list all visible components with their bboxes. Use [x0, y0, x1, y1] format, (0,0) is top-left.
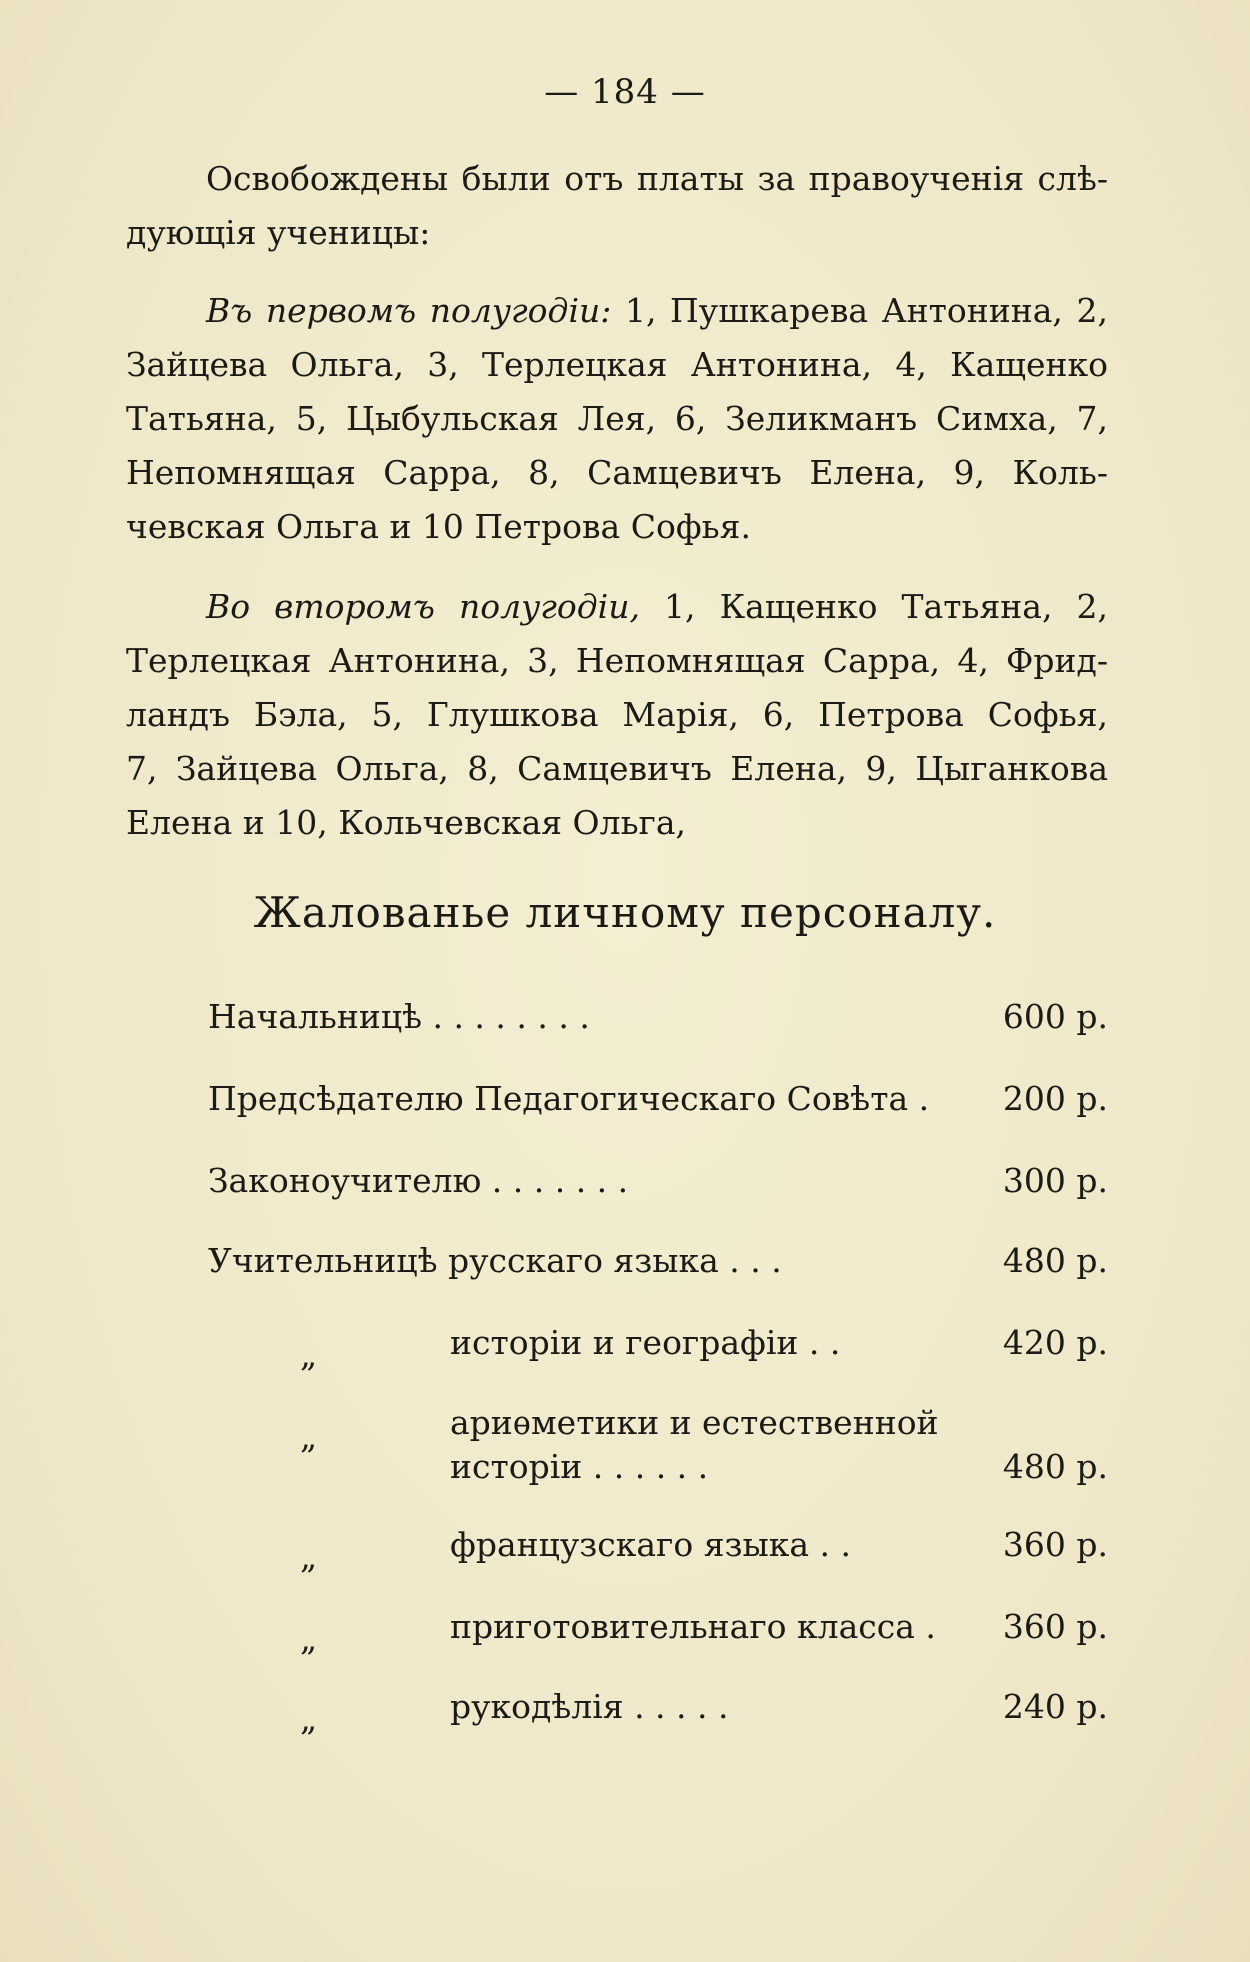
- italic-lead: Въ первомъ полугодіи:: [206, 291, 612, 330]
- text-line: Зайцева Ольга, 3, Терлецкая Антонина, 4, Кащенко: [126, 345, 1108, 384]
- salary-label: Предсѣдателю Педагогическаго Совѣта .: [208, 1079, 930, 1118]
- text-rest: 1, Кащенко Татьяна, 2,: [639, 587, 1108, 626]
- salary-label: Законоучителю . . . . . . .: [208, 1161, 629, 1200]
- paragraph-exemptions-intro: [126, 152, 1108, 260]
- ditto-mark: „: [300, 1619, 318, 1658]
- salary-row-arithmetic-science: [208, 1396, 1108, 1504]
- text-line: ландъ Бэла, 5, Глушкова Марія, 6, Петрова Софья,: [126, 695, 1108, 734]
- text-line: дующія ученицы:: [126, 213, 431, 252]
- salary-row-history-geography: [208, 1316, 1108, 1374]
- salary-row-council-chair: [208, 1072, 1108, 1126]
- salary-amount: 300 р.: [1002, 1161, 1108, 1200]
- page-number: — 184 —: [544, 72, 706, 112]
- salary-label: Учительницѣ русскаго языка . . .: [208, 1241, 782, 1280]
- text-line: Елена и 10, Кольчевская Ольга,: [126, 803, 686, 842]
- paragraph-first-halfyear: [126, 284, 1108, 554]
- salary-amount: 420 р.: [1002, 1323, 1108, 1362]
- salary-label: приготовительнаго класса .: [450, 1607, 936, 1646]
- salary-amount: 200 р.: [1002, 1079, 1108, 1118]
- text-line: 7, Зайцева Ольга, 8, Самцевичъ Елена, 9, Цыганкова: [126, 749, 1108, 788]
- ditto-mark: „: [300, 1537, 318, 1576]
- salary-amount: 480 р.: [1002, 1241, 1108, 1280]
- salary-amount: 360 р.: [1002, 1525, 1108, 1564]
- salary-amount: 240 р.: [1002, 1687, 1108, 1726]
- text-line: [126, 284, 1108, 338]
- text-line: [126, 580, 1108, 634]
- ditto-mark: „: [300, 1335, 318, 1374]
- ditto-mark: „: [300, 1417, 318, 1456]
- text-line: Татьяна, 5, Цыбульская Лея, 6, Зеликманъ Симха, 7,: [126, 399, 1108, 438]
- text-rest: 1, Пушкарева Антонина, 2,: [611, 291, 1108, 330]
- salary-label: рукодѣлія . . . . .: [450, 1687, 729, 1726]
- text-line: Непомнящая Сарра, 8, Самцевичъ Елена, 9, Коль-: [126, 453, 1108, 492]
- salary-amount: 480 р.: [1002, 1447, 1108, 1486]
- salary-row-head-mistress: [208, 990, 1108, 1044]
- text-line: Терлецкая Антонина, 3, Непомнящая Сарра, 4, Фрид-: [126, 641, 1108, 680]
- salary-label: французскаго языка . .: [450, 1525, 852, 1564]
- salary-row-religion-teacher: [208, 1154, 1108, 1208]
- salary-label-line1: ариѳметики и естественной: [450, 1403, 939, 1442]
- italic-lead: Во второмъ полугодіи,: [206, 587, 640, 626]
- salary-row-preparatory-class: [208, 1600, 1108, 1658]
- text-line: чевская Ольга и 10 Петрова Софья.: [126, 507, 751, 546]
- section-heading: Жалованье личному персоналу.: [253, 888, 997, 937]
- ditto-mark: „: [300, 1699, 318, 1738]
- salary-row-french: [208, 1518, 1108, 1576]
- paragraph-second-halfyear: [126, 580, 1108, 850]
- salary-label: Начальницѣ . . . . . . . .: [208, 997, 590, 1036]
- salary-label-line2: исторіи . . . . . .: [450, 1447, 709, 1486]
- salary-label: исторіи и географіи . .: [450, 1323, 841, 1362]
- text-line: Освобождены были отъ платы за правоученія слѣ-: [206, 159, 1108, 198]
- salary-row-russian-teacher: [208, 1234, 1108, 1288]
- salary-amount: 600 р.: [1002, 997, 1108, 1036]
- salary-row-needlework: [208, 1680, 1108, 1738]
- salary-amount: 360 р.: [1002, 1607, 1108, 1646]
